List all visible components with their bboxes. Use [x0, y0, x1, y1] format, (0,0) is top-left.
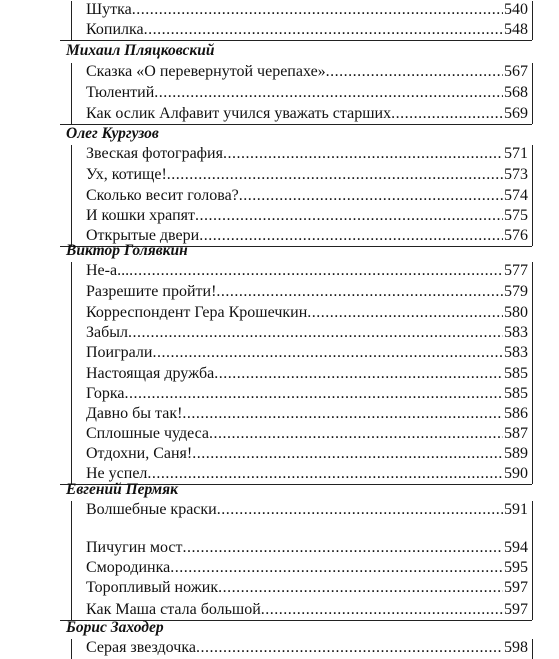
entry-title: Шутка — [86, 1, 132, 18]
toc-entry — [86, 424, 528, 444]
toc-entry — [86, 638, 528, 658]
dot-leader — [261, 600, 503, 620]
table-border-left — [71, 501, 72, 620]
table-border-right — [532, 262, 533, 484]
entry-page-number: 583 — [504, 324, 528, 341]
toc-entry — [86, 500, 528, 520]
entry-title: Настоящая дружба — [86, 365, 215, 382]
dot-leader — [209, 424, 503, 444]
entry-title: Как Маша стала большой — [86, 601, 261, 618]
entry-title: Поиграли — [86, 344, 153, 361]
dot-leader — [216, 282, 503, 302]
entry-title: Не-а... — [86, 262, 130, 279]
entry-title: Волшебные краски — [86, 501, 217, 518]
author-heading: Виктор Голявкин — [66, 242, 188, 259]
entry-page-number: 580 — [504, 304, 528, 321]
dot-leader — [152, 343, 503, 363]
author-heading: Борис Заходер — [66, 619, 164, 636]
toc-entry — [86, 404, 528, 424]
dot-leader — [128, 323, 503, 343]
entry-page-number: 540 — [504, 1, 528, 18]
entry-page-number: 591 — [504, 501, 528, 518]
toc-entry — [86, 303, 528, 323]
entry-title: Горка — [86, 385, 125, 402]
dot-leader — [223, 144, 503, 164]
entry-title: Корреспондент Гера Крошечкин — [86, 304, 308, 321]
entry-page-number: 575 — [504, 207, 528, 224]
entry-page-number: 595 — [504, 559, 528, 576]
dot-leader — [214, 364, 503, 384]
entry-page-number: 574 — [504, 187, 528, 204]
entry-title: Звеская фотография — [86, 145, 223, 162]
entry-page-number: 579 — [504, 283, 528, 300]
dot-leader — [170, 558, 503, 578]
dot-leader — [217, 500, 503, 520]
toc-entry — [86, 83, 528, 103]
entry-page-number: 585 — [504, 365, 528, 382]
entry-page-number: 590 — [504, 465, 528, 482]
entry-title: Торопливый ножик — [86, 579, 219, 596]
entry-title: Пичугин мост — [86, 539, 183, 556]
author-heading: Евгений Пермяк — [66, 481, 178, 498]
author-heading: Олег Кургузов — [66, 125, 159, 142]
dot-leader — [124, 384, 503, 404]
toc-entry — [86, 600, 528, 620]
dot-leader — [391, 104, 503, 124]
toc-entry — [86, 538, 528, 558]
toc-entry — [86, 578, 528, 598]
toc-entry — [86, 62, 528, 82]
toc-entry — [86, 165, 528, 185]
entry-page-number: 548 — [504, 21, 528, 38]
table-border-left — [71, 639, 72, 659]
table-border-right — [532, 501, 533, 620]
toc-entry — [86, 104, 528, 124]
dot-leader — [182, 404, 503, 424]
entry-title: Отдохни, Саня! — [86, 445, 193, 462]
dot-leader — [239, 186, 503, 206]
entry-title: Тюлентий — [86, 84, 155, 101]
dot-leader — [196, 638, 503, 658]
toc-entry — [86, 444, 528, 464]
entry-title: Копилка — [86, 21, 144, 38]
toc-entry — [86, 206, 528, 226]
dot-leader — [144, 20, 503, 40]
dot-leader — [132, 0, 503, 20]
table-border-right — [532, 639, 533, 659]
table-border-right — [532, 145, 533, 246]
dot-leader — [195, 206, 503, 226]
dot-leader — [167, 165, 503, 185]
author-heading: Михаил Пляцковский — [66, 42, 215, 59]
entry-page-number: 594 — [504, 539, 528, 556]
table-border-right — [532, 1, 533, 40]
entry-page-number: 576 — [504, 227, 528, 244]
entry-page-number: 571 — [504, 145, 528, 162]
table-border-left — [71, 262, 72, 484]
entry-page-number: 573 — [504, 166, 528, 183]
table-border-left — [71, 1, 72, 40]
toc-entry — [86, 282, 528, 302]
entry-page-number: 585 — [504, 385, 528, 402]
toc-entry — [86, 558, 528, 578]
table-border-left — [71, 145, 72, 246]
toc-entry — [86, 20, 528, 40]
entry-page-number: 589 — [504, 445, 528, 462]
entry-page-number: 587 — [504, 425, 528, 442]
entry-title: Не успел — [86, 465, 148, 482]
entry-page-number: 567 — [504, 63, 528, 80]
toc-entry — [86, 364, 528, 384]
entry-title: Разрешите пройти! — [86, 283, 217, 300]
table-border-right — [532, 63, 533, 124]
toc-entry — [86, 323, 528, 343]
entry-title: Открытые двери — [86, 227, 200, 244]
entry-title: Сколько весит голова? — [86, 187, 239, 204]
entry-page-number: 598 — [504, 639, 528, 656]
entry-title: Смородинка — [86, 559, 171, 576]
toc-entry — [86, 186, 528, 206]
dot-leader — [199, 226, 503, 246]
entry-page-number: 568 — [504, 84, 528, 101]
dot-leader — [307, 303, 503, 323]
entry-title: Ух, котище! — [86, 166, 167, 183]
entry-title: Серая звездочка — [86, 639, 196, 656]
dot-leader — [182, 538, 503, 558]
dot-leader — [154, 83, 503, 103]
entry-title: Сплошные чудеса — [86, 425, 210, 442]
entry-title: Забыл — [86, 324, 128, 341]
dot-leader — [326, 62, 503, 82]
entry-page-number: 586 — [504, 405, 528, 422]
entry-page-number: 569 — [504, 105, 528, 122]
entry-title: Давно бы так! — [86, 405, 183, 422]
dot-leader — [147, 464, 503, 484]
dot-leader — [129, 261, 503, 281]
table-border-left — [71, 63, 72, 124]
toc-entry — [86, 0, 528, 20]
entry-page-number: 597 — [504, 579, 528, 596]
dot-leader — [192, 444, 503, 464]
toc-entry — [86, 261, 528, 281]
entry-title: Сказка «О перевернутой черепахе» — [86, 63, 326, 80]
toc-entry — [86, 384, 528, 404]
toc-entry — [86, 343, 528, 363]
dot-leader — [218, 578, 503, 598]
entry-title: Как ослик Алфавит учился уважать старших — [86, 105, 392, 122]
entry-page-number: 597 — [504, 601, 528, 618]
entry-page-number: 577 — [504, 262, 528, 279]
entry-title: И кошки храпят — [86, 207, 195, 224]
entry-page-number: 583 — [504, 344, 528, 361]
toc-entry — [86, 144, 528, 164]
